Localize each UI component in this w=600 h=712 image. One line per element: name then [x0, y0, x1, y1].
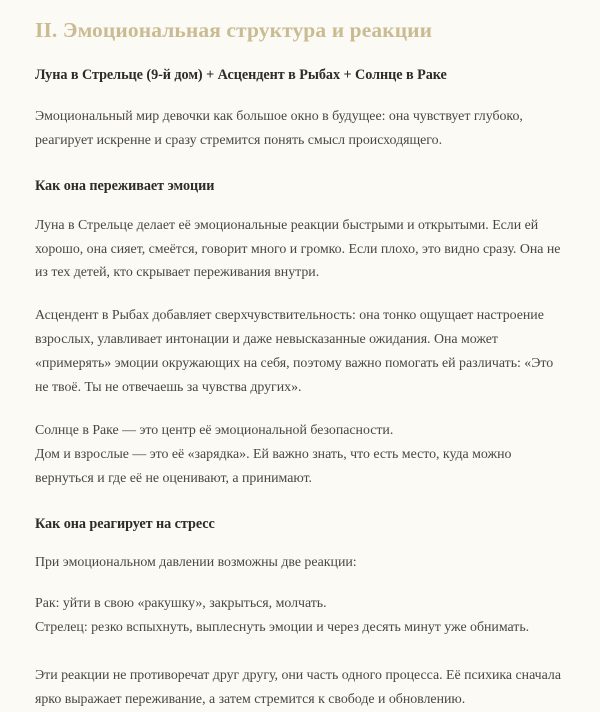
paragraph-moon-sagittarius: Луна в Стрельце делает её эмоциональные реакции быстрыми и открытыми. Если ей хорошо, она сияет, смеётся, говорит много и громко. Если плохо, это видно сразу. Она не из тех детей, кто скрывает переживания внутри.: [35, 217, 561, 281]
sun-cancer-line-2: Дом и взрослые — это её «зарядка». Ей важно знать, что есть место, куда можно вернуться и где её не оценивают, а принимают.: [35, 446, 512, 486]
chart-placements-subtitle: Луна в Стрельце (9-й дом) + Асцендент в Рыбах + Солнце в Раке: [35, 66, 447, 83]
paragraph-stress-reactions: [35, 592, 570, 640]
paragraph-stress-lead: При эмоциональном давлении возможны две реакции:: [35, 555, 357, 571]
section-heading-emotions: Как она переживает эмоции: [35, 178, 215, 195]
paragraph-sun-cancer: [35, 419, 570, 491]
intro-paragraph: Эмоциональный мир девочки как большое окно в будущее: она чувствует глубоко, реагирует искренне и сразу стремится понять смысл происходящего.: [35, 109, 523, 149]
paragraph-ascendant-pisces: Асцендент в Рыбах добавляет сверхчувствительность: она тонко ощущает настроение взрослых, улавливает интонации и даже невысказанные ожидания. Она может «примерять» эмоции окружающих на себя, поэтому важно помогать ей различать: «Это не твоё. Ты не отвечаешь за чувства других».: [35, 308, 554, 396]
page-title: II. Эмоциональная структура и реакции: [35, 18, 433, 42]
reaction-cancer-line: Рак: уйти в свою «ракушку», закрыться, молчать.: [35, 596, 327, 612]
sun-cancer-line-1: Солнце в Раке — это центр её эмоциональной безопасности.: [35, 422, 394, 438]
section-heading-stress: Как она реагирует на стресс: [35, 515, 215, 532]
paragraph-stress-closing: Эти реакции не противоречат друг другу, они часть одного процесса. Её психика сначала ярко выражает переживание, а затем стремится к свободе и обновлению.: [35, 667, 561, 707]
reaction-sagittarius-line: Стрелец: резко вспыхнуть, выплеснуть эмоции и через десять минут уже обнимать.: [35, 619, 530, 635]
